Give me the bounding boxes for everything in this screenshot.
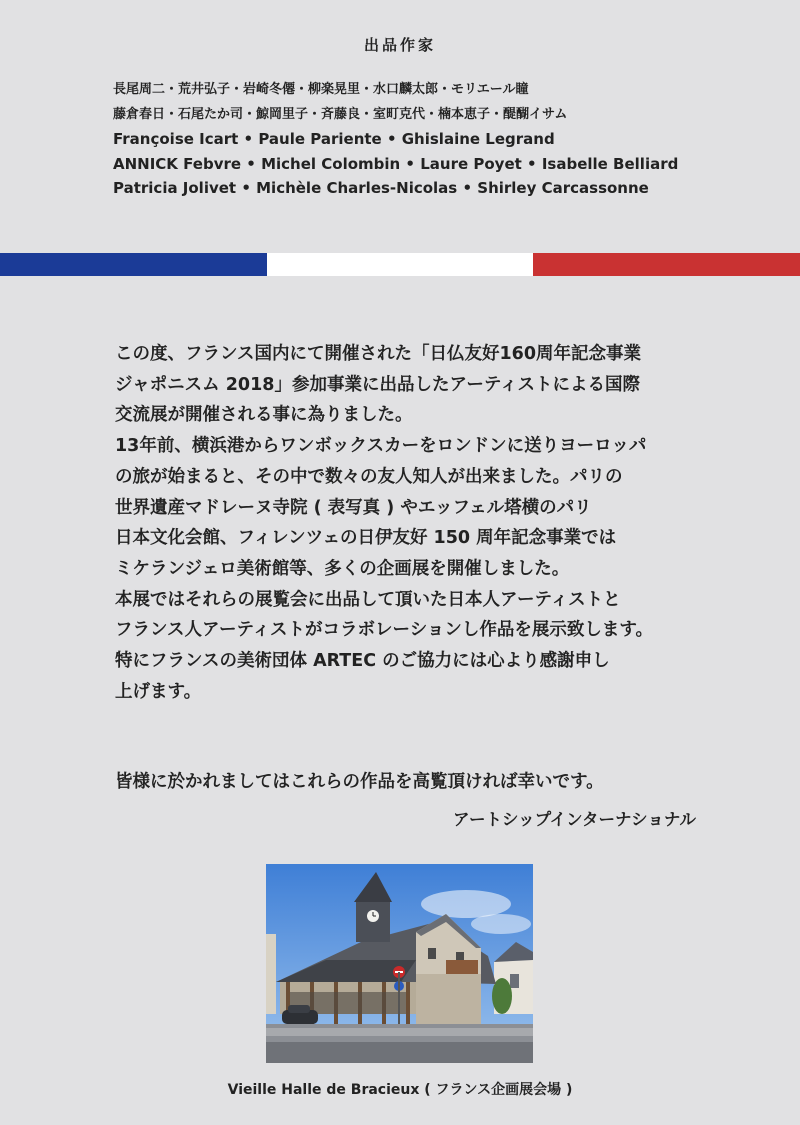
body-line: フランス人アーティストがコラボレーションし作品を展示致します。 <box>115 620 653 641</box>
organizer-signature: アートシップインターナショナル <box>452 810 696 829</box>
photo-caption: Vieille Halle de Bracieux ( フランス企画展会場 ) <box>227 1082 573 1098</box>
artist-line: 長尾周二・荒井弘子・岩崎冬僊・柳楽晃里・水口麟太郎・モリエール瞳 <box>113 82 529 97</box>
body-line: 世界遺産マドレーヌ寺院 ( 表写真 ) やエッフェル塔横のパリ <box>115 497 592 518</box>
flag-blue-stripe <box>0 253 267 276</box>
artist-line: Françoise Icart • Paule Pariente • Ghislaine Legrand <box>113 130 555 148</box>
body-line: 13年前、横浜港からワンボックスカーをロンドンに送りヨーロッパ <box>115 436 647 457</box>
venue-photo <box>266 864 533 1063</box>
artist-line: Patricia Jolivet • Michèle Charles-Nicolas • Shirley Carcassonne <box>113 179 649 197</box>
closing-line: 皆様に於かれましてはこれらの作品を高覧頂ければ幸いです。 <box>115 772 604 792</box>
body-line: 上げます。 <box>115 681 202 702</box>
body-line: ミケランジェロ美術館等、多くの企画展を開催しました。 <box>115 558 570 579</box>
body-line: この度、フランス国内にて開催された「日仏友好160周年記念事業 <box>115 344 642 364</box>
tricolor-divider <box>0 253 800 276</box>
body-line: 本展ではそれらの展覧会に出品して頂いた日本人アーティストと <box>115 589 621 610</box>
flag-red-stripe <box>533 253 800 276</box>
artist-line: ANNICK Febvre • Michel Colombin • Laure Poyet • Isabelle Belliard <box>113 154 679 173</box>
flag-white-stripe <box>267 253 534 276</box>
body-line: ジャポニスム 2018」参加事業に出品したアーティストによる国際 <box>115 374 641 395</box>
artist-list <box>113 78 733 201</box>
section-heading: 出品作家 <box>363 36 436 54</box>
body-line: 交流展が開催される事に為りました。 <box>115 405 413 426</box>
artist-line: 藤倉春日・石尾たか司・鯨岡里子・斉藤良・室町克代・楠本恵子・醍醐イサム <box>113 106 568 122</box>
body-line: 特にフランスの美術団体 ARTEC のご協力には心より感謝申し <box>115 651 610 672</box>
introduction-text <box>115 339 715 707</box>
body-line: 日本文化会館、フィレンツェの日伊友好 150 周年記念事業では <box>115 528 617 549</box>
body-line: の旅が始まると、その中で数々の友人知人が出来ました。パリの <box>115 466 623 487</box>
